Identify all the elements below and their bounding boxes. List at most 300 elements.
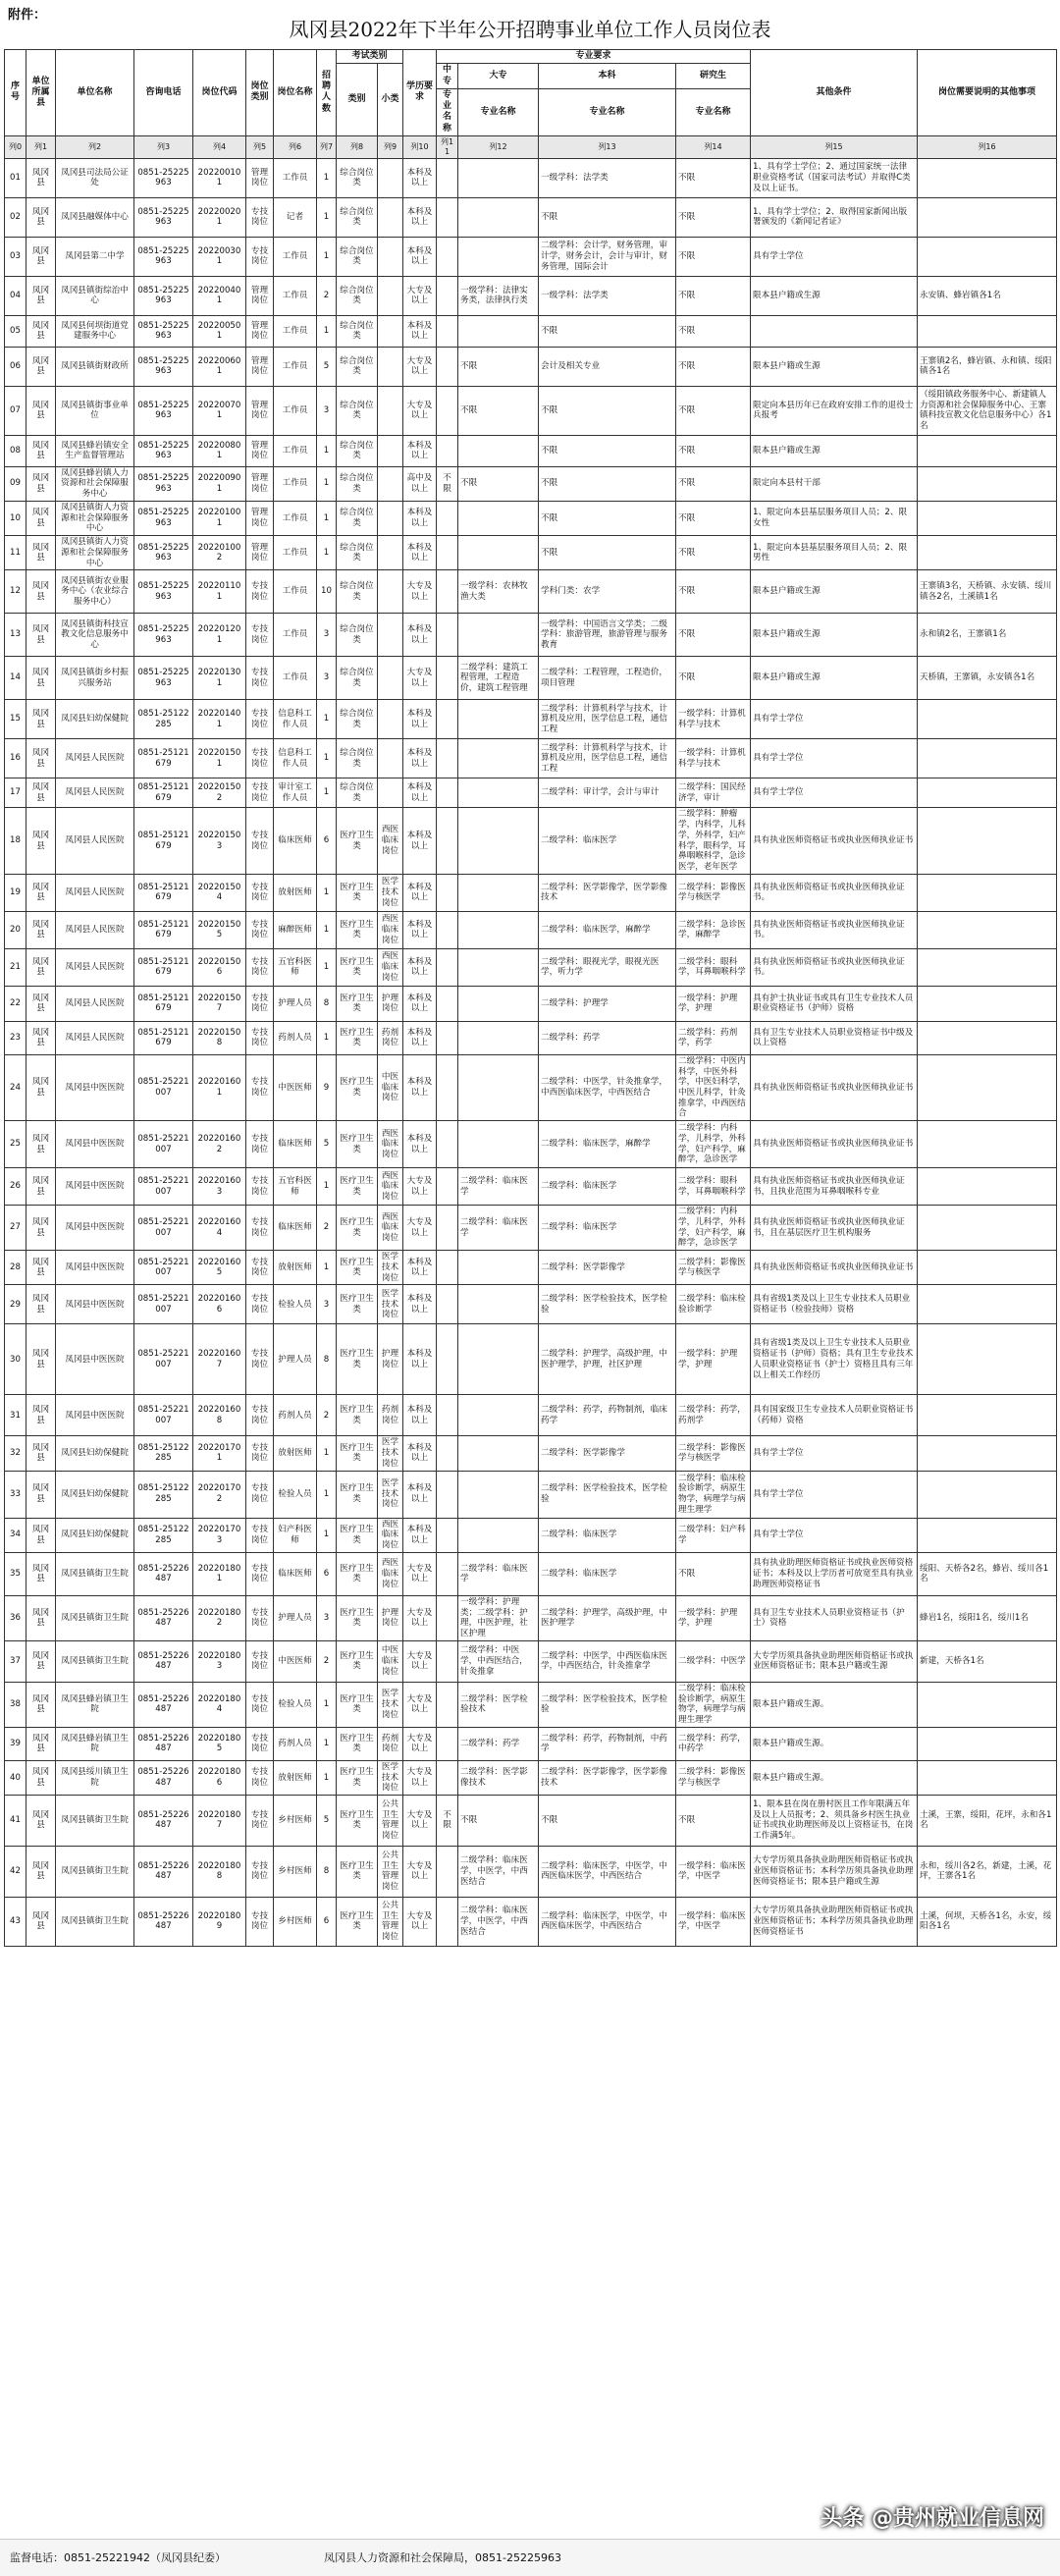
table-cell: 1 xyxy=(317,197,337,237)
table-cell: 1 xyxy=(317,1682,337,1727)
table-cell: 二级学科：医学影像学 xyxy=(539,1251,676,1285)
table-cell: 综合岗位类 xyxy=(337,315,378,347)
table-cell: 医疗卫生类 xyxy=(337,1285,378,1324)
table-cell: 护理岗位 xyxy=(378,986,403,1021)
table-cell: 具有执业医师资格证书或执业医师执业证书 xyxy=(751,1054,918,1120)
table-cell xyxy=(458,1324,539,1395)
table-cell: 五官科医师 xyxy=(274,1168,317,1206)
table-cell: 限本县户籍或生源 xyxy=(751,657,918,700)
table-cell: 凤冈县绥川镇卫生院 xyxy=(56,1760,134,1795)
table-cell: 管理岗位 xyxy=(246,347,274,386)
table-cell: 凤冈县人民医院 xyxy=(56,1021,134,1054)
table-cell xyxy=(437,536,458,570)
table-cell: 专技岗位 xyxy=(246,1436,274,1471)
table-cell: 专技岗位 xyxy=(246,1324,274,1395)
table-cell: 0851-25221007 xyxy=(134,1054,193,1120)
table-cell: 1、限定向本县基层服务项目人员；2、限女性 xyxy=(751,501,918,535)
table-cell: 二级学科：医学检验技术 xyxy=(458,1682,539,1727)
table-cell: 本科及以上 xyxy=(403,1395,437,1436)
table-cell: 一级学科：护理学，护理 xyxy=(676,986,751,1021)
table-cell: 1 xyxy=(317,1518,337,1552)
table-cell: 1 xyxy=(317,501,337,535)
table-cell: 本科及以上 xyxy=(403,1518,437,1552)
table-row xyxy=(5,237,1057,276)
table-cell: 凤冈县 xyxy=(26,948,56,986)
table-cell: 具有执业医师资格证书或执业医师执业证书。 xyxy=(751,874,918,911)
table-cell: 二级学科：妇产科学 xyxy=(676,1518,751,1552)
footer xyxy=(0,2539,1060,2576)
table-cell: 凤冈县 xyxy=(26,700,56,739)
table-cell: 二级学科：临床医学 xyxy=(539,1168,676,1206)
table-cell: 不限 xyxy=(676,1795,751,1846)
table-cell: 0851-25122285 xyxy=(134,1471,193,1518)
table-cell: 11 xyxy=(5,536,26,570)
table-cell: 二级学科：临床医学 xyxy=(458,1168,539,1206)
table-cell: 具有执业医师资格证书或执业医师执业证书，且在基层医疗卫生机构服务 xyxy=(751,1206,918,1251)
table-cell: 医疗卫生类 xyxy=(337,874,378,911)
table-cell: 具有执业医师资格证书或执业医师执业证书。 xyxy=(751,911,918,948)
table-cell: 麻醉医师 xyxy=(274,911,317,948)
table-cell: 大专及以上 xyxy=(403,1795,437,1846)
table-cell: 医学技术岗位 xyxy=(378,1471,403,1518)
table-cell: 0851-25226487 xyxy=(134,1760,193,1795)
table-cell: 大专及以上 xyxy=(403,1682,437,1727)
header-bk: 本科 xyxy=(539,64,676,89)
table-cell: 10 xyxy=(317,570,337,614)
table-cell: 0851-25122285 xyxy=(134,1436,193,1471)
table-cell: 管理岗位 xyxy=(246,386,274,435)
table-cell: 大专学历须具备执业助理医师资格证书或执业医师资格证书；本科学历须具备执业助理医师资格证书；限本县户籍或生源 xyxy=(751,1846,918,1897)
table-cell: 凤冈县 xyxy=(26,237,56,276)
table-cell: 工作员 xyxy=(274,466,317,501)
table-cell: 凤冈县 xyxy=(26,1285,56,1324)
column-index-cell: 列3 xyxy=(134,135,193,158)
table-cell: 具有学士学位 xyxy=(751,778,918,808)
table-cell: 医疗卫生类 xyxy=(337,1760,378,1795)
table-cell: 凤冈县 xyxy=(26,778,56,808)
table-row xyxy=(5,778,1057,808)
table-cell: 专技岗位 xyxy=(246,1727,274,1760)
table-cell: 乡村医师 xyxy=(274,1897,317,1946)
table-cell xyxy=(918,778,1057,808)
table-cell: 1 xyxy=(317,700,337,739)
table-cell: 永安镇、蜂岩镇各1名 xyxy=(918,276,1057,315)
table-cell: 土溪，王寨，绥阳，花坪，永和各1名 xyxy=(918,1795,1057,1846)
table-row xyxy=(5,1552,1057,1595)
table-cell: 二级学科：临床医学 xyxy=(458,1206,539,1251)
table-cell: 202201807 xyxy=(193,1795,246,1846)
table-cell: 5 xyxy=(317,1121,337,1168)
table-cell: 一级学科：临床医学，中医学 xyxy=(676,1897,751,1946)
table-cell: 不限 xyxy=(539,536,676,570)
table-cell: 0851-25225963 xyxy=(134,501,193,535)
table-cell: 专技岗位 xyxy=(246,1121,274,1168)
table-cell: 二级学科：临床检验诊断学，病原生物学，病理学与病理生理学 xyxy=(676,1682,751,1727)
table-cell: 二级学科：药学，中药学 xyxy=(676,1727,751,1760)
table-row xyxy=(5,1054,1057,1120)
column-index-cell: 列8 xyxy=(337,135,378,158)
table-cell: 限定向本县村干部 xyxy=(751,466,918,501)
table-cell: 凤冈县镇街综治中心 xyxy=(56,276,134,315)
table-cell: 凤冈县镇街科技宣教文化信息服务中心 xyxy=(56,614,134,657)
column-index-cell: 列12 xyxy=(458,135,539,158)
table-cell: 1 xyxy=(317,315,337,347)
table-cell xyxy=(458,1251,539,1285)
table-cell: 具有卫生专业技术人员职业资格证书（护士）资格 xyxy=(751,1595,918,1640)
table-cell: 凤冈县镇街农业服务中心（农业综合服务中心） xyxy=(56,570,134,614)
table-cell: 0851-25221007 xyxy=(134,1395,193,1436)
table-cell: 凤冈县人民医院 xyxy=(56,986,134,1021)
table-cell: 一级学科：法学类 xyxy=(539,276,676,315)
table-cell: 5 xyxy=(317,1795,337,1846)
table-cell: 不限 xyxy=(676,466,751,501)
table-row xyxy=(5,1518,1057,1552)
table-cell: 6 xyxy=(317,808,337,874)
table-cell: 本科及以上 xyxy=(403,948,437,986)
table-cell: 本科及以上 xyxy=(403,911,437,948)
table-cell xyxy=(458,808,539,874)
table-cell: 1 xyxy=(317,1436,337,1471)
table-cell: 202201507 xyxy=(193,986,246,1021)
table-cell: 09 xyxy=(5,466,26,501)
table-cell: 大专学历须具备执业助理医师资格证书或执业医师资格证书；限本县户籍或生源 xyxy=(751,1640,918,1682)
table-cell: 二级学科：建筑工程管理，工程造价，建筑工程管理 xyxy=(458,657,539,700)
table-cell: 35 xyxy=(5,1552,26,1595)
table-cell: 不限 xyxy=(539,197,676,237)
table-cell: 3 xyxy=(317,1285,337,1324)
table-cell: 凤冈县 xyxy=(26,1682,56,1727)
table-cell: 202201607 xyxy=(193,1324,246,1395)
table-cell: 综合岗位类 xyxy=(337,435,378,466)
table-cell: 202201601 xyxy=(193,1054,246,1120)
table-cell: 凤冈县 xyxy=(26,874,56,911)
table-cell: 药剂岗位 xyxy=(378,1021,403,1054)
table-cell xyxy=(437,1054,458,1120)
table-cell: 0851-25225963 xyxy=(134,657,193,700)
table-cell: 202201504 xyxy=(193,874,246,911)
table-cell xyxy=(437,1324,458,1395)
table-cell: 凤冈县中医医院 xyxy=(56,1395,134,1436)
table-cell: 二级学科：国民经济学，审计 xyxy=(676,778,751,808)
table-cell: 202201401 xyxy=(193,700,246,739)
table-cell: 专技岗位 xyxy=(246,1471,274,1518)
table-cell: 19 xyxy=(5,874,26,911)
table-row xyxy=(5,466,1057,501)
table-cell xyxy=(458,158,539,197)
header-dz: 大专 xyxy=(458,64,539,89)
table-row xyxy=(5,1251,1057,1285)
table-cell: 二级学科：药学，药物制剂，临床药学 xyxy=(539,1395,676,1436)
table-cell: 医疗卫生类 xyxy=(337,1595,378,1640)
table-cell xyxy=(918,948,1057,986)
table-cell: 0851-25225963 xyxy=(134,435,193,466)
table-cell: 具有省级1类及以上卫生专业技术人员职业资格证书（检验技师）资格 xyxy=(751,1285,918,1324)
table-cell: 本科及以上 xyxy=(403,1285,437,1324)
table-cell: 凤冈县 xyxy=(26,1121,56,1168)
table-cell: 202200801 xyxy=(193,435,246,466)
table-cell: 凤冈县镇街卫生院 xyxy=(56,1846,134,1897)
table-row xyxy=(5,1121,1057,1168)
table-cell: 一级学科：计算机科学与技术 xyxy=(676,700,751,739)
table-cell: 专技岗位 xyxy=(246,1552,274,1595)
table-cell: 大专及以上 xyxy=(403,1760,437,1795)
table-cell: 限本县户籍或生源 xyxy=(751,347,918,386)
table-cell: 0851-25225963 xyxy=(134,386,193,435)
table-cell: 8 xyxy=(317,986,337,1021)
table-row xyxy=(5,614,1057,657)
table-cell: 医疗卫生类 xyxy=(337,1552,378,1595)
table-cell: 0851-25121679 xyxy=(134,1021,193,1054)
table-cell: 西医临床岗位 xyxy=(378,948,403,986)
table-cell: 专技岗位 xyxy=(246,1795,274,1846)
table-cell xyxy=(458,614,539,657)
table-cell xyxy=(437,986,458,1021)
table-cell: 202201301 xyxy=(193,657,246,700)
table-cell: 0851-25121679 xyxy=(134,808,193,874)
table-cell xyxy=(378,386,403,435)
table-cell xyxy=(437,386,458,435)
table-cell: 公共卫生管理岗位 xyxy=(378,1846,403,1897)
table-cell: 凤冈县镇街乡村振兴服务站 xyxy=(56,657,134,700)
table-cell: 本科及以上 xyxy=(403,808,437,874)
table-cell xyxy=(437,1897,458,1946)
table-cell: 综合岗位类 xyxy=(337,614,378,657)
table-cell xyxy=(437,1285,458,1324)
table-cell xyxy=(458,1021,539,1054)
table-cell: 工作员 xyxy=(274,315,317,347)
table-cell xyxy=(378,435,403,466)
table-cell: 凤冈县 xyxy=(26,1471,56,1518)
header-code: 岗位代码 xyxy=(193,50,246,136)
table-cell: 二级学科：临床医学，麻醉学 xyxy=(539,1121,676,1168)
table-cell: 具有执业医师资格证书或执业医师执业证书，且执业范围为耳鼻咽喉科专业 xyxy=(751,1168,918,1206)
table-cell: 二级学科：中医学，中西医结合，针灸推拿 xyxy=(458,1640,539,1682)
table-cell: 0851-25225963 xyxy=(134,197,193,237)
column-index-cell: 列11 xyxy=(437,135,458,158)
header-other: 其他条件 xyxy=(751,50,918,136)
table-cell: 二级学科：临床医学 xyxy=(539,1552,676,1595)
table-cell: 02 xyxy=(5,197,26,237)
table-cell: 大专及以上 xyxy=(403,1846,437,1897)
column-index-cell: 列0 xyxy=(5,135,26,158)
table-cell xyxy=(378,657,403,700)
table-cell: 工作员 xyxy=(274,158,317,197)
table-cell: 医疗卫生类 xyxy=(337,1897,378,1946)
table-cell: 凤冈县司法局公证处 xyxy=(56,158,134,197)
table-row xyxy=(5,435,1057,466)
table-cell: 不限 xyxy=(458,466,539,501)
table-cell: 工作员 xyxy=(274,570,317,614)
table-body xyxy=(5,158,1057,1946)
positions-table xyxy=(4,49,1057,1947)
table-cell: 二级学科：中医学，针灸推拿学，中西医临床医学，中西医结合 xyxy=(539,1054,676,1120)
table-cell xyxy=(437,739,458,778)
header-seq: 序号 xyxy=(5,50,26,136)
table-cell: 凤冈县妇幼保健院 xyxy=(56,1436,134,1471)
table-cell: 医疗卫生类 xyxy=(337,1395,378,1436)
table-row xyxy=(5,911,1057,948)
table-cell: 大专及以上 xyxy=(403,386,437,435)
table-cell: 本科及以上 xyxy=(403,1471,437,1518)
table-cell: 放射医师 xyxy=(274,874,317,911)
table-cell: 二级学科：影像医学与核医学 xyxy=(676,1436,751,1471)
table-cell: 药剂岗位 xyxy=(378,1727,403,1760)
table-cell: 凤冈县镇街财政所 xyxy=(56,347,134,386)
table-cell xyxy=(378,739,403,778)
table-cell: 0851-25121679 xyxy=(134,778,193,808)
table-cell: 天桥镇，王寨镇，永安镇各1名 xyxy=(918,657,1057,700)
table-cell: 凤冈县镇街人力资源和社会保障服务中心 xyxy=(56,536,134,570)
table-cell: 专技岗位 xyxy=(246,948,274,986)
table-cell: 1 xyxy=(317,435,337,466)
table-cell: 凤冈县 xyxy=(26,1436,56,1471)
table-cell: 不限 xyxy=(676,315,751,347)
table-cell: 临床医师 xyxy=(274,1206,317,1251)
table-cell xyxy=(437,1395,458,1436)
table-cell: 二级学科：医学影像技术 xyxy=(458,1760,539,1795)
table-cell: 临床医师 xyxy=(274,1121,317,1168)
table-cell xyxy=(437,570,458,614)
table-cell: 不限 xyxy=(458,1795,539,1846)
table-cell: 二级学科：影像医学与核医学 xyxy=(676,874,751,911)
table-cell: 王寨镇2名，蜂岩镇、永和镇、绥阳镇各1名 xyxy=(918,347,1057,386)
table-cell: 永和，绥川各2名，新建，土溪，花坪，王寨各1名 xyxy=(918,1846,1057,1897)
table-cell: 不限 xyxy=(676,1552,751,1595)
table-cell: 06 xyxy=(5,347,26,386)
table-cell: 2 xyxy=(317,1395,337,1436)
table-cell xyxy=(918,1471,1057,1518)
table-cell: 二级学科：药学 xyxy=(458,1727,539,1760)
table-cell: 202200301 xyxy=(193,237,246,276)
table-cell: 24 xyxy=(5,1054,26,1120)
table-cell: 202201803 xyxy=(193,1640,246,1682)
table-cell: 审计室工作人员 xyxy=(274,778,317,808)
table-cell: 25 xyxy=(5,1121,26,1168)
table-cell: 专技岗位 xyxy=(246,1760,274,1795)
table-cell: 39 xyxy=(5,1727,26,1760)
header-num: 招聘人数 xyxy=(317,50,337,136)
table-cell: 202201608 xyxy=(193,1395,246,1436)
table-cell: 二级学科：肿瘤学，内科学，儿科学，外科学，妇产科学，眼科学，耳鼻咽喉科学，急诊医学，老年医学 xyxy=(676,808,751,874)
table-cell: 0851-25226487 xyxy=(134,1595,193,1640)
table-cell: 二级学科：临床医学 xyxy=(539,1206,676,1251)
table-cell: 专技岗位 xyxy=(246,739,274,778)
table-cell xyxy=(918,536,1057,570)
table-cell: 10 xyxy=(5,501,26,535)
table-cell xyxy=(918,197,1057,237)
table-cell: 限本县户籍或生源。 xyxy=(751,1682,918,1727)
table-cell: 40 xyxy=(5,1760,26,1795)
table-cell: 蜂岩1名，绥阳1名，绥川1名 xyxy=(918,1595,1057,1640)
table-cell: 医学技术岗位 xyxy=(378,1682,403,1727)
table-cell: 二级学科：临床医学，中医学，中西医结合 xyxy=(458,1846,539,1897)
table-cell: 0851-25225963 xyxy=(134,276,193,315)
table-cell: 具有学士学位 xyxy=(751,1471,918,1518)
table-cell: 本科及以上 xyxy=(403,1324,437,1395)
table-cell: 二级学科：审计学，会计与审计 xyxy=(539,778,676,808)
table-cell: 综合岗位类 xyxy=(337,237,378,276)
table-cell: 36 xyxy=(5,1595,26,1640)
table-cell: 0851-25225963 xyxy=(134,536,193,570)
table-cell: 检验人员 xyxy=(274,1682,317,1727)
table-cell xyxy=(437,911,458,948)
table-cell: 15 xyxy=(5,700,26,739)
table-cell: 具有执业医师资格证书或执业医师执业证书 xyxy=(751,1251,918,1285)
table-cell xyxy=(458,911,539,948)
table-cell xyxy=(458,700,539,739)
table-cell: 202201808 xyxy=(193,1846,246,1897)
table-cell xyxy=(918,1054,1057,1120)
table-cell: 土溪，何坝，天桥各1名，永安，绥阳各1名 xyxy=(918,1897,1057,1946)
table-cell: 二级学科：护理学 xyxy=(539,986,676,1021)
table-cell xyxy=(918,1518,1057,1552)
table-cell: 医疗卫生类 xyxy=(337,1324,378,1395)
table-cell xyxy=(378,536,403,570)
table-cell: 本科及以上 xyxy=(403,986,437,1021)
table-cell: 专技岗位 xyxy=(246,778,274,808)
table-cell: 二级学科：眼科学，耳鼻咽喉科学 xyxy=(676,1168,751,1206)
table-cell: 不限 xyxy=(539,466,676,501)
table-row xyxy=(5,948,1057,986)
table-cell: 二级学科：临床医学，中医学，中西医结合 xyxy=(458,1897,539,1946)
table-cell: 凤冈县 xyxy=(26,1846,56,1897)
table-cell: 工作员 xyxy=(274,435,317,466)
table-cell: 凤冈县 xyxy=(26,347,56,386)
table-cell: 医疗卫生类 xyxy=(337,1021,378,1054)
table-cell: 一级学科：护理学，护理 xyxy=(676,1324,751,1395)
table-cell: 临床医师 xyxy=(274,1552,317,1595)
table-cell: 04 xyxy=(5,276,26,315)
table-cell: 医疗卫生类 xyxy=(337,1121,378,1168)
table-cell: 本科及以上 xyxy=(403,1021,437,1054)
table-cell: 药剂人员 xyxy=(274,1395,317,1436)
table-cell: 专技岗位 xyxy=(246,874,274,911)
table-cell: 0851-25225963 xyxy=(134,466,193,501)
table-cell: 1 xyxy=(317,466,337,501)
header-dzname: 专业名称 xyxy=(458,88,539,135)
table-cell: 西医临床岗位 xyxy=(378,1121,403,1168)
table-cell: 医疗卫生类 xyxy=(337,1436,378,1471)
table-cell xyxy=(437,1206,458,1251)
table-cell: 限本县户籍或生源 xyxy=(751,570,918,614)
table-cell: 202200701 xyxy=(193,386,246,435)
table-cell: 西医临床岗位 xyxy=(378,1518,403,1552)
table-cell: 护理人员 xyxy=(274,1595,317,1640)
table-cell xyxy=(437,1552,458,1595)
table-cell: 西医临床岗位 xyxy=(378,911,403,948)
table-cell xyxy=(378,614,403,657)
table-cell xyxy=(437,1595,458,1640)
table-cell: 不限 xyxy=(437,466,458,501)
table-cell: 中医临床岗位 xyxy=(378,1640,403,1682)
table-cell xyxy=(458,435,539,466)
table-cell: 二级学科：药剂学，药学 xyxy=(676,1021,751,1054)
table-cell xyxy=(378,347,403,386)
table-cell: 01 xyxy=(5,158,26,197)
table-cell: 工作员 xyxy=(274,657,317,700)
table-cell xyxy=(378,466,403,501)
table-cell: 具有学士学位 xyxy=(751,700,918,739)
table-cell: 工作员 xyxy=(274,237,317,276)
table-cell: 凤冈县第二中学 xyxy=(56,237,134,276)
table-cell: 1 xyxy=(317,1251,337,1285)
table-cell: 不限 xyxy=(539,435,676,466)
table-cell: 29 xyxy=(5,1285,26,1324)
table-cell: 一级学科：法律实务类，法律执行类 xyxy=(458,276,539,315)
table-cell: 综合岗位类 xyxy=(337,501,378,535)
table-cell: 大专及以上 xyxy=(403,1206,437,1251)
table-cell: 3 xyxy=(317,386,337,435)
